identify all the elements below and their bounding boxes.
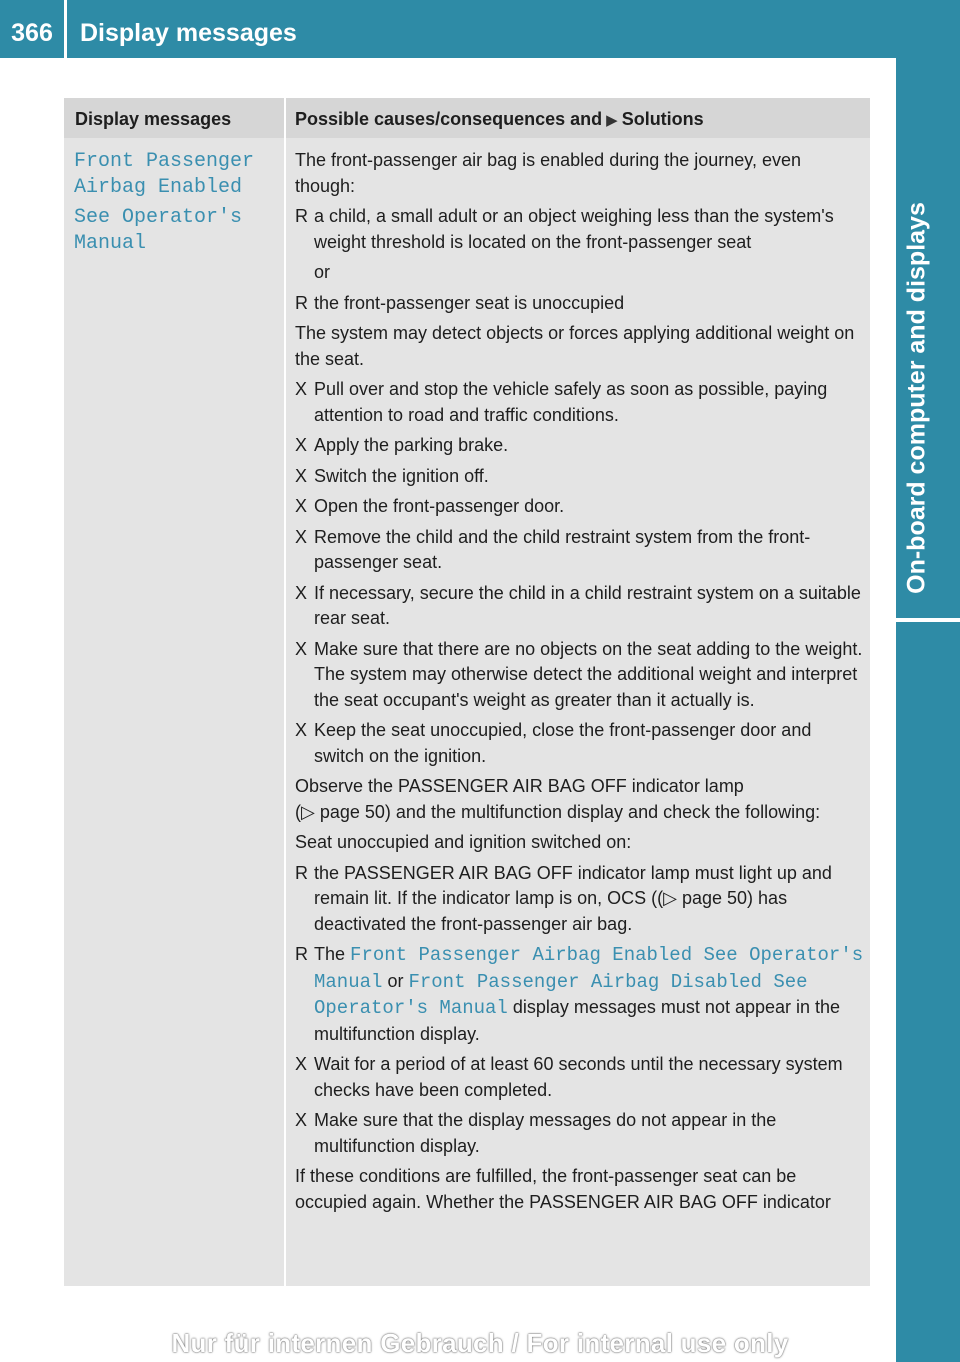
page-title: Display messages [80, 19, 297, 47]
step-item: X If necessary, secure the child in a child restraint system on a suitable rear seat. [295, 582, 861, 628]
message-part-1: Front Passenger Airbag Enabled [74, 150, 255, 199]
step-arrow-icon: X [295, 720, 308, 740]
step-item: X Apply the parking brake. [295, 433, 865, 459]
display-message-cell [74, 149, 274, 261]
header-column-divider [284, 98, 286, 138]
display-message-text: Front Passenger Airbag Disabled See Operator's Manual [314, 970, 808, 1019]
message-part-2: See Operator's Manual [74, 206, 243, 255]
bullet-item: R the front-passenger seat is unoccupied [295, 291, 865, 317]
paragraph: Observe the PASSENGER AIR BAG OFF indicator lamp (▷ page 50) and the multifunction display and check the following: [295, 776, 821, 822]
step-arrow-icon: X [295, 465, 308, 486]
step-item: X Wait for a period of at least 60 seconds until the necessary system checks have been completed. [295, 1054, 843, 1100]
display-message-text: Front Passenger Airbag Enabled See Operator's Manual [314, 944, 864, 993]
col-header-display-messages: Display messages [75, 109, 232, 129]
step-arrow-icon: X [295, 638, 308, 659]
side-tab-lower [896, 622, 960, 1362]
step-arrow-icon: X [295, 1054, 308, 1074]
arrow-right-icon: ▶ [606, 112, 618, 129]
bullet-item: R The Front Passenger Airbag Enabled See Operator's Manual or Front Passenger Airbag Disabled See Operator's Manual display messages must not appear in the multifunction display. [295, 944, 864, 1044]
page-reference: (▷ [657, 888, 677, 908]
page-header [0, 0, 960, 58]
page-reference: (▷ [295, 801, 315, 822]
internal-use-watermark: Nur für internen Gebrauch / For internal use only [171, 1328, 789, 1358]
step-arrow-icon: X [295, 1110, 308, 1130]
step-arrow-icon: X [295, 379, 308, 399]
paragraph: The front-passenger air bag is enabled during the journey, even though: [295, 150, 801, 196]
step-item: X Make sure that there are no objects on the seat adding to the weight. The system may otherwise detect the additional weight and interpret the seat occupant's weight as greater than it actually is. [295, 638, 863, 710]
bullet-item: R a child, a small adult or an object weighing less than the system's weight threshold is located on the front-passenger seat [295, 206, 834, 252]
header-divider [64, 0, 67, 58]
step-item: X Pull over and stop the vehicle safely as soon as possible, paying attention to road and traffic conditions. [295, 379, 828, 425]
bullet-item: R the PASSENGER AIR BAG OFF indicator lamp must light up and remain lit. If the indicator lamp is on, OCS ((▷ page 50) has deactivated the front-passenger air bag. [295, 862, 832, 934]
step-item: X Remove the child and the child restraint system from the front-passenger seat. [295, 526, 811, 572]
side-tab-label: On-board computer and displays [902, 202, 931, 594]
bullet-icon: R [295, 206, 308, 226]
bullet-icon: R [295, 944, 308, 964]
col-header-causes-solutions [295, 109, 704, 130]
display-messages-table [64, 98, 870, 1286]
col-header-text: Possible causes/consequences and [295, 109, 603, 129]
step-item: X Switch the ignition off. [295, 464, 865, 490]
step-item: X Keep the seat unoccupied, close the front-passenger door and switch on the ignition. [295, 720, 812, 766]
paragraph: If these conditions are fulfilled, the front-passenger seat can be occupied again. Whether the PASSENGER AIR BAG OFF indicator [295, 1166, 831, 1212]
solutions-cell [295, 148, 865, 1220]
bullet-icon: R [295, 292, 308, 313]
step-item: X Open the front-passenger door. [295, 494, 865, 520]
step-arrow-icon: X [295, 496, 308, 516]
bullet-icon: R [295, 862, 308, 883]
step-arrow-icon: X [295, 435, 308, 455]
table-header-row [64, 98, 870, 138]
step-arrow-icon: X [295, 526, 308, 547]
or-text: or [314, 262, 331, 282]
step-item: X Make sure that the display messages do not appear in the multifunction display. [295, 1110, 777, 1156]
col-header-solutions: Solutions [621, 109, 704, 129]
column-divider [284, 138, 286, 1286]
page-number: 366 [11, 19, 53, 47]
paragraph: Seat unoccupied and ignition switched on: [295, 832, 632, 852]
step-arrow-icon: X [295, 582, 308, 603]
paragraph: The system may detect objects or forces applying additional weight on the seat. [295, 323, 855, 369]
